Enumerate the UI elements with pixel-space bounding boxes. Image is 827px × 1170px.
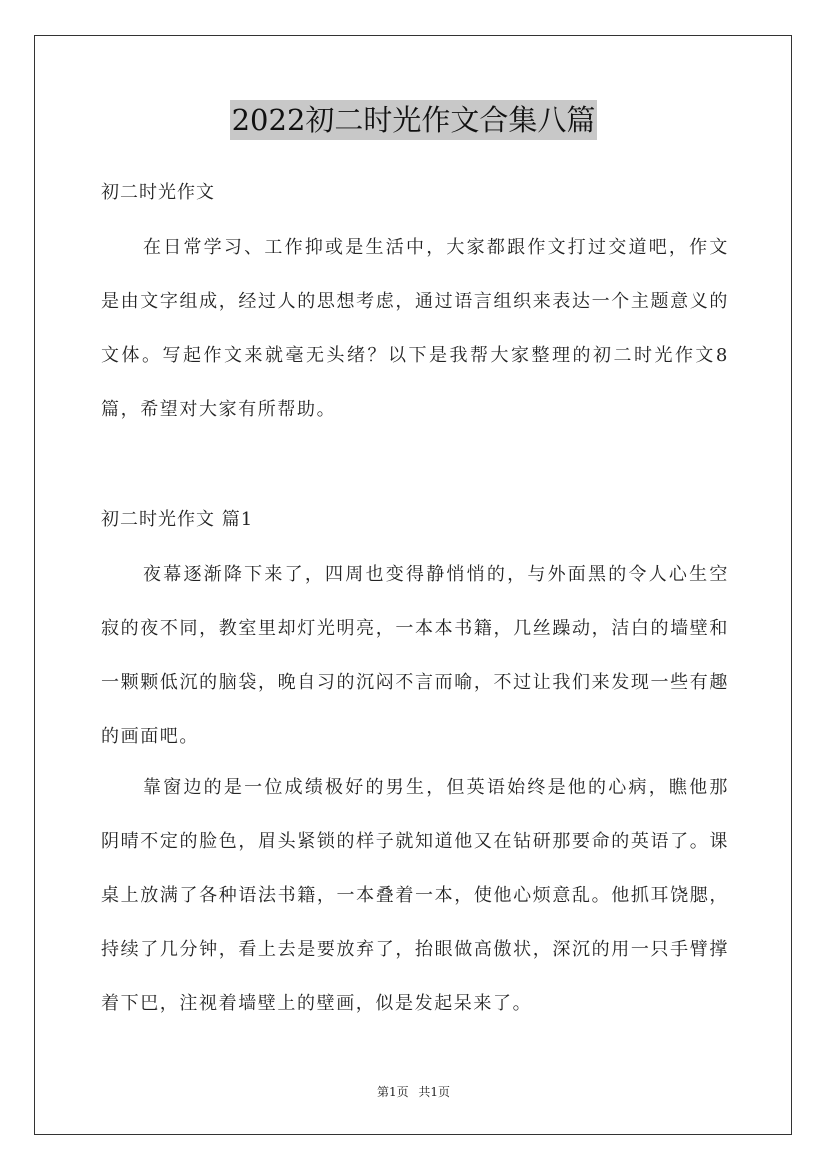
intro-heading: 初二时光作文	[101, 182, 215, 203]
intro-paragraph: 在日常学习、工作抑或是生活中，大家都跟作文打过交道吧，作文是由文字组成，经过人的思想考虑，通过语言组织来表达一个主题意义的文体。写起作文来就毫无头绪？以下是我帮大家整理的初二时光作文8篇，希望对大家有所帮助。	[101, 237, 729, 420]
page-total: 共1页	[418, 1085, 451, 1099]
essay1-paragraph-2: 靠窗边的是一位成绩极好的男生，但英语始终是他的心病，瞧他那阴晴不定的脸色，眉头紧锁的样子就知道他又在钻研那要命的英语了。课桌上放满了各种语法书籍，一本叠着一本，使他心烦意乱。他抓耳饶腮，持续了几分钟，看上去是要放弃了，抬眼做高傲状，深沉的用一只手臂撑着下巴，注视着墙壁上的壁画，似是发起呆来了。	[101, 777, 729, 1014]
page-footer	[0, 1084, 827, 1100]
essay1-heading: 初二时光作文 篇1	[101, 509, 254, 530]
document-title: 2022初二时光作文合集八篇	[230, 100, 598, 140]
page-number: 第1页	[376, 1085, 409, 1099]
title-container	[0, 100, 827, 140]
essay1-paragraph-1: 夜幕逐渐降下来了，四周也变得静悄悄的，与外面黑的令人心生空寂的夜不同，教室里却灯光明亮，一本本书籍，几丝躁动，洁白的墙壁和一颗颗低沉的脑袋，晚自习的沉闷不言而喻，不过让我们来发现一些有趣的画面吧。	[101, 564, 729, 747]
